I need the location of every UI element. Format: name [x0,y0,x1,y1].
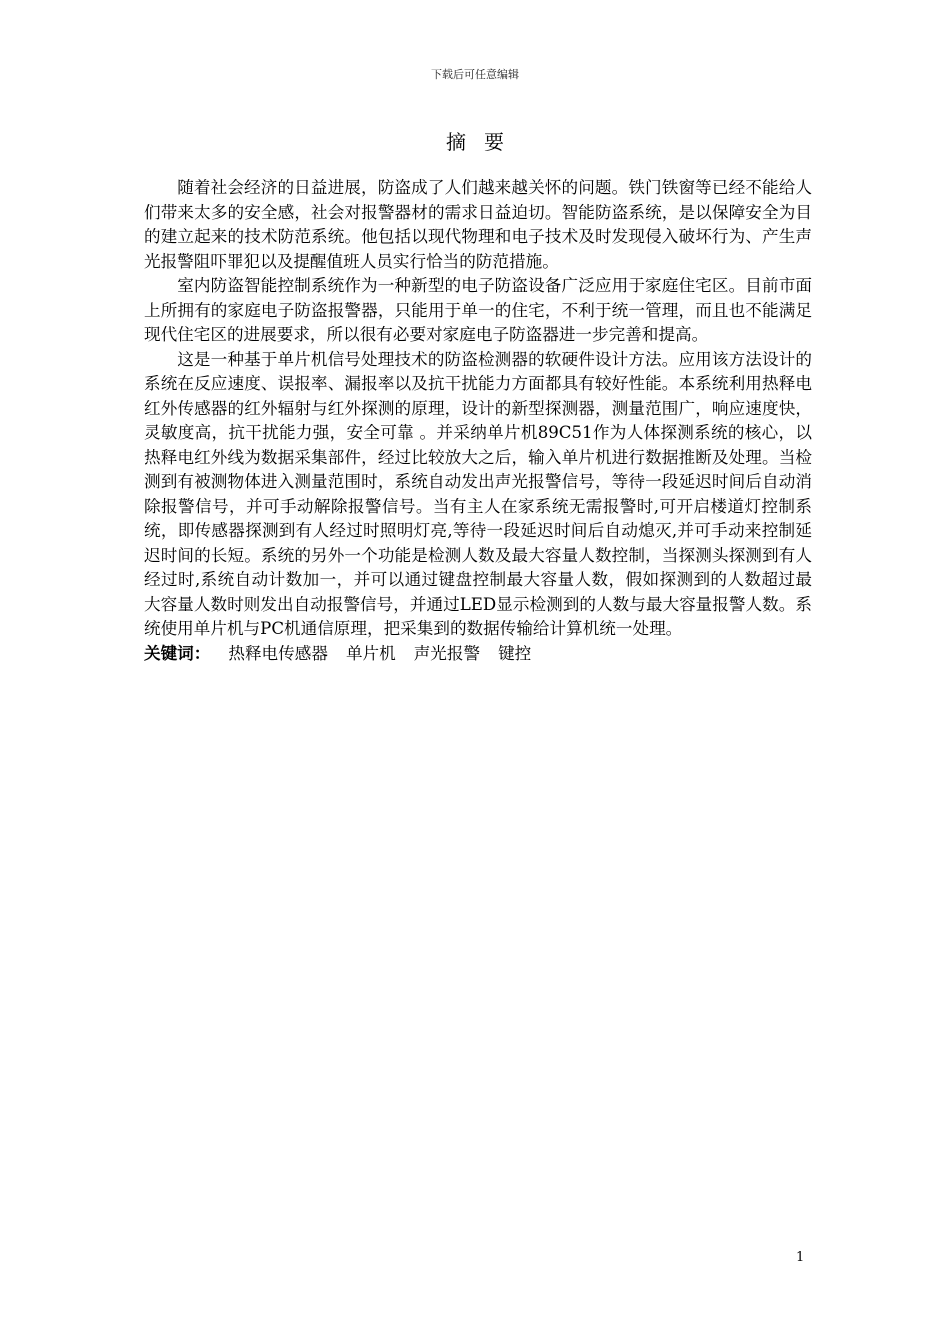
keyword-item: 键控 [498,643,532,663]
keywords-label: 关键词： [144,643,211,663]
page-title: 摘要 [446,130,522,154]
page-header-note: 下载后可任意编辑 [431,68,519,81]
abstract-paragraph-1: 随着社会经济的日益进展，防盗成了人们越来越关怀的问题。铁门铁窗等已经不能给人们带来太多的安全感，社会对报警器材的需求日益迫切。智能防盗系统，是以保障安全为目的建立起来的技术防范系统。他包括以现代物理和电子技术及时发现侵入破坏行为、产生声光报警阻吓罪犯以及提醒值班人员实行恰当的防范措施。 [144,178,812,271]
keyword-item: 声光报警 [413,643,481,663]
keyword-item: 热释电传感器 [228,643,328,663]
keyword-item: 单片机 [345,643,396,663]
abstract-body [144,176,812,666]
keywords-line [144,642,812,667]
abstract-paragraph-3: 这是一种基于单片机信号处理技术的防盗检测器的软硬件设计方法。应用该方法设计的系统在反应速度、误报率、漏报率以及抗干扰能力方面都具有较好性能。本系统利用热释电红外传感器的红外辐射与红外探测的原理，设计的新型探测器，测量范围广，响应速度快，灵敏度高，抗干扰能力强，安全可靠 。并采纳单片机89C51作为人体探测系统的核心，以热释电红外线为数据采集部件，经过比较放大之后，输入单片机进行数据推断及处理。当检测到有被测物体进入测量范围时，系统自动发出声光报警信号，等待一段延迟时间后自动消除报警信号，并可手动解除报警信号。当有主人在家系统无需报警时,可开启楼道灯控制系统，即传感器探测到有人经过时照明灯亮,等待一段延迟时间后自动熄灭,并可手动来控制延迟时间的长短。系统的另外一个功能是检测人数及最大容量人数控制，当探测头探测到有人经过时,系统自动计数加一，并可以通过键盘控制最大容量人数，假如探测到的人数超过最大容量人数时则发出自动报警信号，并通过LED显示检测到的人数与最大容量报警人数。系统使用单片机与PC机通信原理，把采集到的数据传输给计算机统一处理。 [144,349,812,638]
abstract-paragraph-2: 室内防盗智能控制系统作为一种新型的电子防盗设备广泛应用于家庭住宅区。目前市面上所拥有的家庭电子防盗报警器，只能用于单一的住宅，不利于统一管理，而且也不能满足现代住宅区的进展要求，所以很有必要对家庭电子防盗器进一步完善和提高。 [144,276,812,344]
page-number: 1 [796,1250,805,1265]
